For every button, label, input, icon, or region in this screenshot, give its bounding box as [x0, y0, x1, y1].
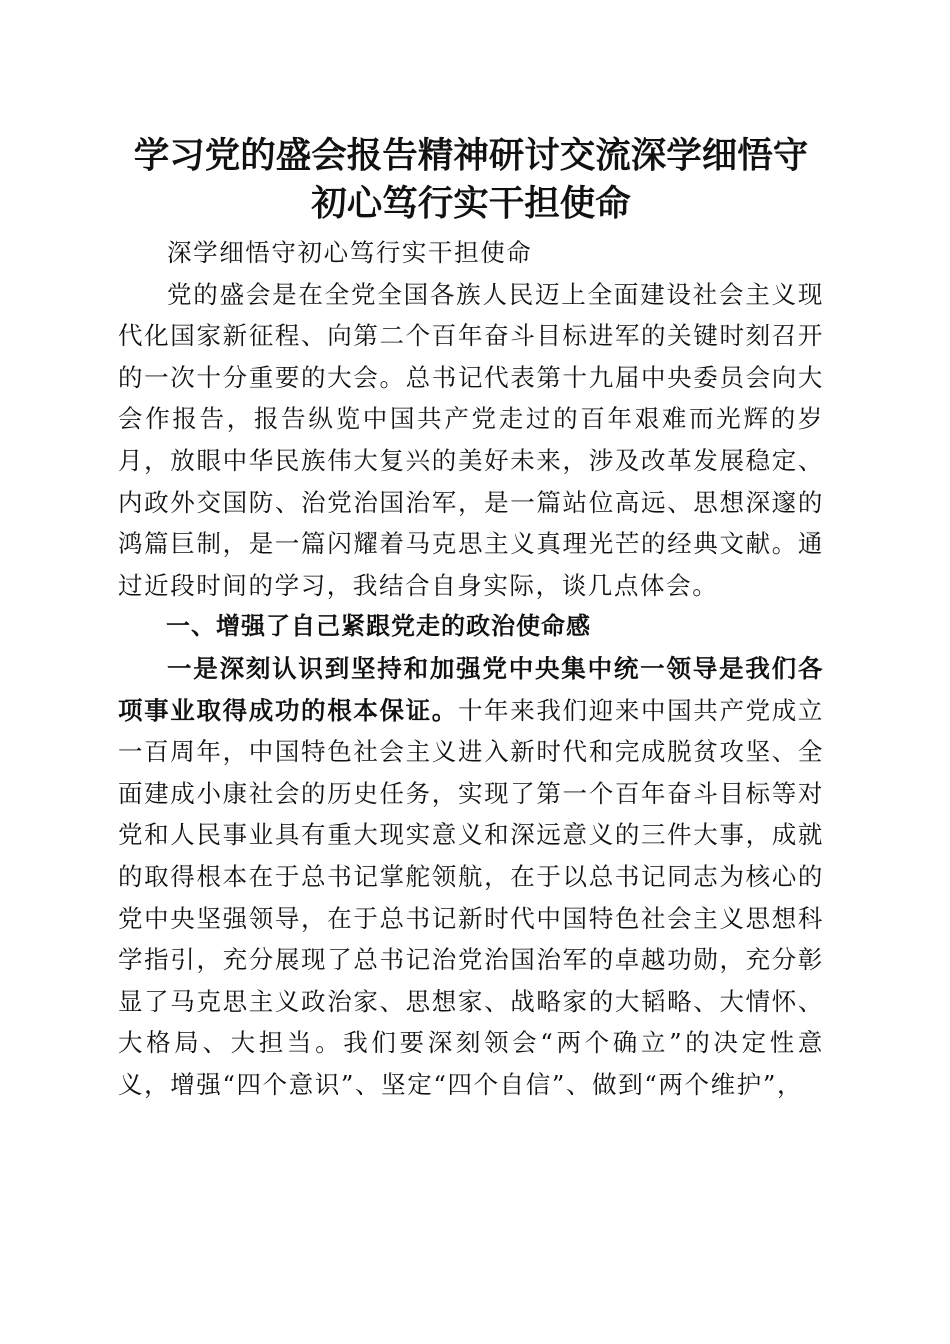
document-title: 学习党的盛会报告精神研讨交流深学细悟守初心笃行实干担使命 — [133, 135, 809, 224]
document-body — [118, 232, 824, 1105]
section-heading: 一、增强了自己紧跟党走的政治使命感 — [166, 612, 591, 641]
paragraph-body-text: 十年来我们迎来中国共产党成立一百周年，中国特色社会主义进入新时代和完成脱贫攻坚、全面建成小康社会的历史任务，实现了第一个百年奋斗目标等对党和人民事业具有重大现实意义和深远意义的三件大事，成就的取得根本在于总书记掌舵领航，在于以总书记同志为核心的党中央坚强领导，在于总书记新时代中国特色社会主义思想科学指引，充分展现了总书记治党治国治军的卓越功勋，充分彰显了马克思主义政治家、思想家、战略家的大韬略、大情怀、大格局、大担当。我们要深刻领会“两个确立”的决定性意义，增强“四个意识”、坚定“四个自信”、做到“两个维护”， — [118, 695, 824, 1099]
paragraph-lead-sentence: 一是深刻认识到坚持和加强党中央集中统一领导是我们各项事业取得成功的根本保证。 — [118, 653, 824, 725]
intro-paragraph: 党的盛会是在全党全国各族人民迈上全面建设社会主义现代化国家新征程、向第二个百年奋斗目标进军的关键时刻召开的一次十分重要的大会。总书记代表第十九届中央委员会向大会作报告，报告纵览中国共产党走过的百年艰难而光辉的岁月，放眼中华民族伟大复兴的美好未来，涉及改革发展稳定、内政外交国防、治党治国治军，是一篇站位高远、思想深邃的鸿篇巨制，是一篇闪耀着马克思主义真理光芒的经典文献。通过近段时间的学习，我结合自身实际，谈几点体会。 — [118, 279, 824, 600]
section-paragraph — [118, 648, 824, 1106]
subtitle-paragraph: 深学细悟守初心笃行实干担使命 — [167, 238, 533, 267]
